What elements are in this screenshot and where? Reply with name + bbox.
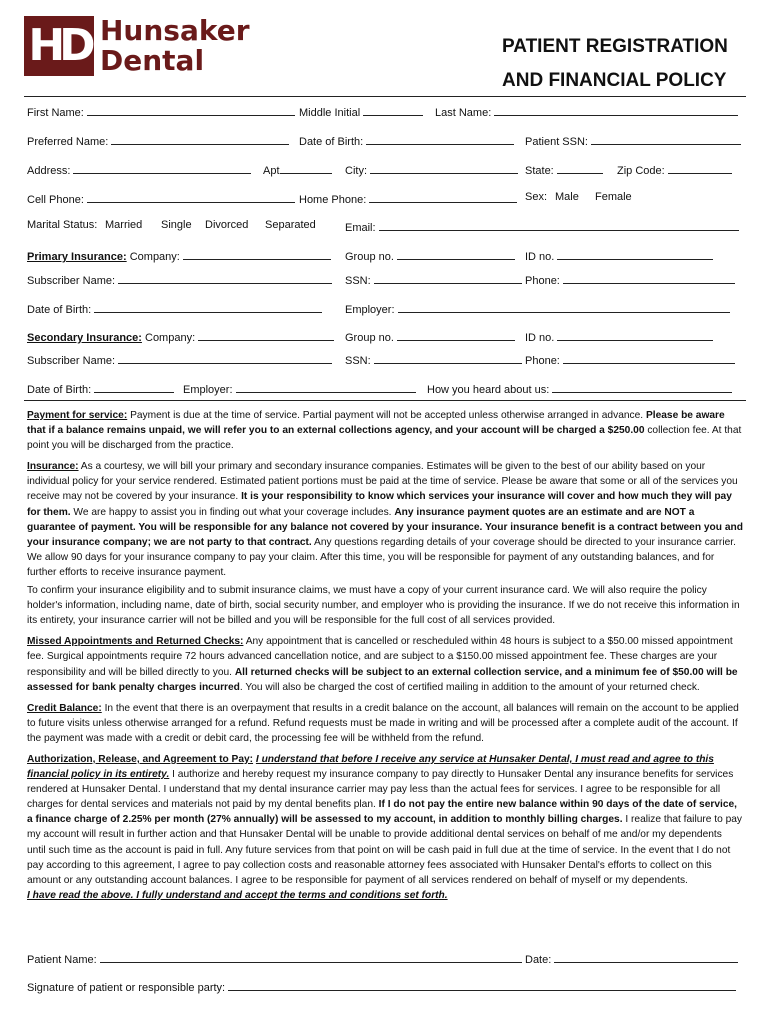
insurance-heading: Insurance: (27, 461, 79, 473)
how-heard-field[interactable] (427, 381, 732, 396)
signature-line[interactable] (228, 979, 736, 991)
primary-ssn-label: SSN: (345, 275, 371, 287)
secondary-dob-label: Date of Birth: (27, 384, 92, 396)
primary-employer-line[interactable] (398, 301, 730, 313)
form-row-secondary-ins (27, 329, 743, 345)
form-row-secondary-dob (27, 381, 743, 397)
cell-phone-field[interactable] (27, 191, 295, 206)
primary-company-label: Company: (129, 251, 180, 263)
zip-field[interactable] (617, 162, 732, 177)
primary-ssn-field[interactable] (345, 272, 522, 287)
missed-text-1: Any appointment that is cancelled or rescheduled within 48 hours is subject to a $50.00 missed appointment fee. Surgical appointments require 72 hours advanced cancellation notice, and are subject to a $150.00 missed appointment fee. These charges are your responsibility and will be billed directly to you. (27, 636, 733, 678)
credit-balance-paragraph (27, 701, 743, 746)
patient-name-label: Patient Name: (27, 954, 97, 966)
authorization-text-2: I authorize and hereby request my insurance company to pay directly to Hunsaker Dental any insurance benefits for services rendered at Hunsaker Dental. I understand that my dental insurance carrier may pay less than the actual fees for services. I agree to be responsible for all charges for dental services and materials not paid by my dental benefits plan. (27, 769, 734, 811)
first-name-line[interactable] (87, 104, 295, 116)
city-field[interactable] (345, 162, 518, 177)
preferred-name-line[interactable] (111, 133, 289, 145)
secondary-group-field[interactable] (345, 329, 515, 344)
primary-employer-label: Employer: (345, 304, 395, 316)
zip-line[interactable] (668, 162, 732, 174)
marital-option-single[interactable]: Single (161, 219, 192, 231)
primary-subscriber-label: Subscriber Name: (27, 275, 116, 287)
secondary-employer-label: Employer: (183, 384, 233, 396)
page-title (502, 30, 742, 98)
apt-label: Apt (263, 165, 280, 177)
primary-phone-line[interactable] (563, 272, 735, 284)
acknowledgement-text: I have read the above. I fully understand and accept the terms and conditions set forth. (27, 889, 448, 901)
authorization-text-4: I realize that failure to pay my account will result in further action and that Hunsaker Dental will be unable to provide additional dental services on behalf of me and/or my dependents until such time as the account is paid in full. Any future services from that point on will be cash paid in full due at the time of service. In the event that I do not pay according to this agreement, I agree to pay collection costs and reasonable attorney fees associated with Hunsaker Dental's efforts to collect on this amount or any outstanding account balances. I agree to be responsible for payment of all services rendered on behalf of myself or my dependents. (27, 814, 743, 886)
sex-label: Sex: (525, 191, 548, 203)
missed-heading: Missed Appointments and Returned Checks: (27, 636, 244, 648)
secondary-phone-field[interactable] (525, 352, 735, 367)
primary-ssn-line[interactable] (374, 272, 522, 284)
logo-mark (24, 16, 94, 76)
email-line[interactable] (379, 219, 739, 231)
signature-label: Signature of patient or responsible party: (27, 982, 226, 994)
signature-field[interactable] (27, 982, 736, 994)
primary-phone-field[interactable] (525, 272, 735, 287)
first-name-field[interactable] (27, 104, 295, 119)
primary-subscriber-field[interactable] (27, 272, 332, 287)
primary-group-label: Group no. (345, 251, 394, 263)
patient-ssn-label: Patient SSN: (525, 136, 588, 148)
city-label: City: (345, 165, 367, 177)
date-label: Date: (525, 954, 552, 966)
title-line-1: PATIENT REGISTRATION (502, 36, 728, 57)
primary-group-field[interactable] (345, 248, 515, 263)
form-row-preferred (27, 133, 743, 149)
form-row-address (27, 162, 743, 178)
payment-heading: Payment for service: (27, 410, 128, 421)
logo-line-1: Hunsaker (100, 14, 250, 47)
secondary-id-field[interactable] (525, 329, 713, 344)
secondary-insurance-heading: Secondary Insurance: (27, 332, 142, 344)
first-name-label: First Name: (27, 107, 84, 119)
acknowledgement (27, 888, 743, 903)
title-line-2: AND FINANCIAL POLICY (502, 70, 727, 91)
authorization-heading: Authorization, Release, and Agreement to Pay: (27, 753, 254, 765)
zip-label: Zip Code: (617, 165, 665, 177)
marital-status-label: Marital Status: (27, 219, 98, 231)
patient-ssn-field[interactable] (525, 133, 741, 148)
authorization-text-3: If I do not pay the entire new balance within 90 days of the date of service, a finance charge of 2.25% per month (27% annually) will be assessed to my account, in addition to monthly billing charges. (27, 799, 738, 826)
middle-initial-line[interactable] (363, 104, 423, 116)
signature-row-sign (27, 979, 743, 993)
address-label: Address: (27, 165, 71, 177)
primary-company-line[interactable] (183, 248, 331, 260)
state-line[interactable] (557, 162, 603, 174)
secondary-phone-label: Phone: (525, 355, 560, 367)
secondary-company-label: Company: (145, 332, 196, 344)
form-row-primary-dob (27, 301, 743, 317)
payment-paragraph (27, 408, 743, 453)
insurance-text-5: Any questions regarding details of your coverage should be directed to your insurance carrier. We allow 90 days for your insurance company to pay your claim. After this time, you will be responsible for payment of any outstanding balances, and for further efforts to receive insurance payment. (27, 536, 736, 578)
primary-group-line[interactable] (397, 248, 515, 260)
form-row-secondary-sub (27, 352, 743, 368)
insurance-text-3: We are happy to assist you in finding out what your coverage includes. (70, 506, 395, 518)
primary-id-line[interactable] (557, 248, 713, 260)
primary-subscriber-line[interactable] (118, 272, 332, 284)
primary-employer-field[interactable] (345, 301, 730, 316)
sex-option-female[interactable]: Female (595, 191, 632, 203)
secondary-employer-field[interactable] (183, 381, 416, 396)
header-divider (24, 96, 746, 97)
secondary-id-label: ID no. (525, 332, 555, 344)
cell-phone-label: Cell Phone: (27, 194, 84, 206)
dob-field[interactable] (299, 133, 514, 148)
missed-text-2: All returned checks will be subject to an external collection service, and a minimum fee of $50.00 will be assessed for bank penalty charges incurred (27, 666, 738, 693)
state-label: State: (525, 165, 554, 177)
home-phone-field[interactable] (299, 191, 517, 206)
missed-appointments-paragraph (27, 634, 743, 694)
state-field[interactable] (525, 162, 603, 177)
secondary-company-line[interactable] (198, 329, 334, 341)
missed-text-3: . You will also be charged the cost of certified mailing in addition to the amount of your returned check. (239, 681, 700, 693)
secondary-employer-line[interactable] (236, 381, 416, 393)
last-name-label: Last Name: (435, 107, 492, 119)
payment-text-2: Please be aware that if a balance remains unpaid, we will refer you to an external collections agency, and your account will be charged a $250.00 (27, 410, 725, 437)
cell-phone-line[interactable] (87, 191, 295, 203)
marital-option-divorced[interactable]: Divorced (205, 219, 249, 231)
logo-wordmark (100, 16, 250, 76)
home-phone-label: Home Phone: (299, 194, 367, 206)
primary-id-label: ID no. (525, 251, 555, 263)
patient-ssn-line[interactable] (591, 133, 741, 145)
primary-dob-label: Date of Birth: (27, 304, 92, 316)
secondary-id-line[interactable] (557, 329, 713, 341)
secondary-subscriber-field[interactable] (27, 352, 332, 367)
address-field[interactable] (27, 162, 251, 177)
insurance-text-4: Any insurance payment quotes are an estimate and are NOT a guarantee of payment. You will be responsible for any balance not covered by your insurance. Your insurance benefit is a contract between you and your insurance company; we are not party to that contract. (27, 506, 743, 548)
middle-initial-field[interactable] (299, 104, 423, 119)
email-label: Email: (345, 222, 376, 234)
dob-label: Date of Birth: (299, 136, 364, 148)
secondary-company-field[interactable] (27, 329, 334, 344)
hunsaker-dental-logo (24, 16, 254, 78)
address-line[interactable] (73, 162, 251, 174)
secondary-subscriber-label: Subscriber Name: (27, 355, 116, 367)
credit-heading: Credit Balance: (27, 702, 102, 714)
payment-text-3: collection fee. At that point you will be discharged from the practice. (27, 425, 742, 452)
primary-insurance-heading: Primary Insurance: (27, 251, 127, 263)
secondary-dob-field[interactable] (27, 381, 174, 396)
apt-field[interactable] (263, 162, 332, 177)
primary-company-field[interactable] (27, 248, 331, 263)
last-name-field[interactable] (435, 104, 738, 119)
secondary-group-label: Group no. (345, 332, 394, 344)
date-field[interactable] (525, 951, 738, 966)
preferred-name-label: Preferred Name: (27, 136, 109, 148)
insurance-text-2: It is your responsibility to know which services your insurance will cover and how much they will pay for them. (27, 491, 732, 518)
secondary-ssn-field[interactable] (345, 352, 522, 367)
patient-name-line[interactable] (100, 951, 522, 963)
form-row-marital (27, 219, 743, 235)
marital-option-married[interactable]: Married (105, 219, 143, 231)
secondary-ssn-label: SSN: (345, 355, 371, 367)
secondary-dob-line[interactable] (94, 381, 174, 393)
secondary-group-line[interactable] (397, 329, 515, 341)
apt-line[interactable] (280, 162, 332, 174)
marital-option-separated[interactable]: Separated (265, 219, 316, 231)
home-phone-line[interactable] (369, 191, 517, 203)
form-row-phone (27, 191, 743, 207)
payment-text-1: Payment is due at the time of service. Partial payment will not be accepted unless otherwise arranged in advance. (127, 410, 646, 421)
authorization-text-1: I understand that before I receive any service at Hunsaker Dental, I must read and agree to this financial policy in its entirety. (27, 753, 714, 781)
sex-option-male[interactable]: Male (555, 191, 579, 203)
preferred-name-field[interactable] (27, 133, 289, 148)
insurance-text-1: As a courtesy, we will bill your primary and secondary insurance companies. Estimates will be given to the best of our ability based on your individual policy for your service rendered. Estimated patient portions must be paid at the time of service. Please be aware that some or all of the services you receive may not be covered by your insurance. (27, 461, 738, 503)
authorization-paragraph (27, 752, 743, 888)
city-line[interactable] (370, 162, 518, 174)
insurance-paragraph-2: To confirm your insurance eligibility and to submit insurance claims, we must have a copy of your current insurance card. We will also require the policy holder's information, including name, date of birth, social security number, and employer who is providing the insurance. If we do not receive this information in its entirety, your insurance carrier will not be billed and you will be responsible for the full cost of all services provided. (27, 585, 740, 627)
credit-text-1: In the event that there is an overpayment that results in a credit balance on the account, all balances will remain on the account to be applied to future visits unless otherwise arranged for a refund. Refund requests must be made in writing and will be processed after a complete audit of the account. If the payment was made with a credit or debit card, the processing fee will be withheld from the refund. (27, 702, 739, 744)
how-heard-label: How you heard about us: (427, 384, 550, 396)
secondary-phone-line[interactable] (563, 352, 735, 364)
insurance-paragraph (27, 459, 743, 580)
form-divider (24, 400, 746, 401)
email-field[interactable] (345, 219, 739, 234)
logo-mark-text: HD (28, 20, 90, 71)
middle-initial-label: Middle Initial (299, 107, 361, 119)
logo-line-2: Dental (100, 44, 205, 77)
primary-id-field[interactable] (525, 248, 713, 263)
secondary-ssn-line[interactable] (374, 352, 522, 364)
signature-row-name (27, 951, 743, 965)
dob-line[interactable] (366, 133, 514, 145)
patient-name-field[interactable] (27, 954, 522, 966)
form-row-name (27, 104, 743, 120)
primary-dob-line[interactable] (94, 301, 322, 313)
primary-phone-label: Phone: (525, 275, 560, 287)
financial-policy (27, 408, 743, 903)
form-row-primary-sub (27, 272, 743, 288)
primary-dob-field[interactable] (27, 301, 322, 316)
how-heard-line[interactable] (552, 381, 732, 393)
date-line[interactable] (554, 951, 738, 963)
last-name-line[interactable] (494, 104, 738, 116)
form-row-primary-ins (27, 248, 743, 264)
secondary-subscriber-line[interactable] (118, 352, 332, 364)
